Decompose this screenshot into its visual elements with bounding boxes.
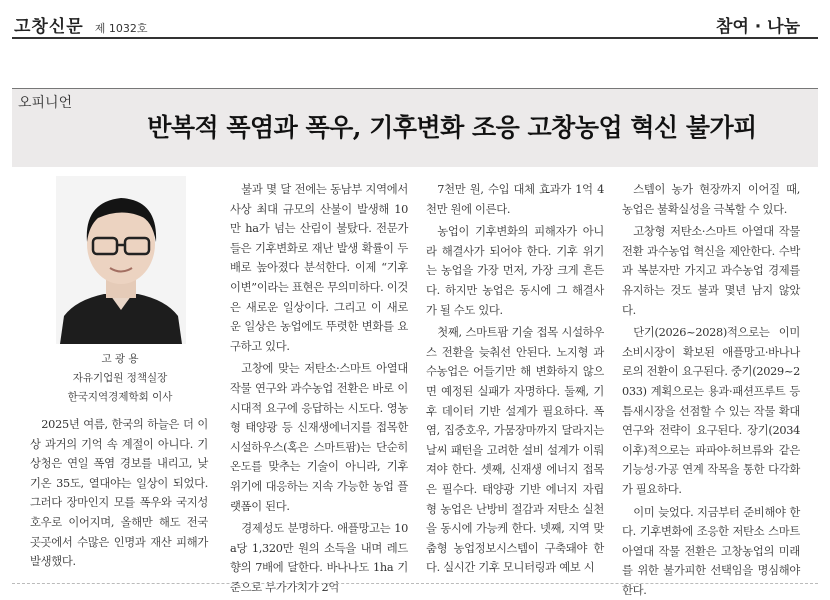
author-photo — [56, 176, 186, 344]
paragraph: 7천만 원, 수입 대체 효과가 1억 4천만 원에 이른다. — [426, 180, 604, 219]
newspaper-name: 고창신문 — [14, 17, 84, 37]
paragraph: 고창형 저탄소·스마트 아열대 작물 전환 과수농업 혁신을 제안한다. 수박과 복분자만 가지고 과수농업 경제를 유지하는 것도 불과 몇년 남지 않았다. — [622, 222, 800, 320]
paragraph: 2025년 여름, 한국의 하늘은 더 이상 과거의 기억 속 계절이 아니다. 기상청은 연일 폭염 경보를 내리고, 낮 기온 35도, 열대야는 일상이 되었다. 그러다 장마인지 모를 폭우와 국지성 호우로 이어지며, 올해만 해도 전국 곳곳에서 수많은 인명과 재산 피해가 발생했다. — [30, 415, 208, 572]
article-column-4 — [622, 180, 800, 572]
bottom-divider — [12, 583, 818, 584]
author-title-1: 자유기업원 정책실장 — [14, 369, 226, 388]
article-column-3 — [426, 180, 604, 572]
author-caption — [14, 350, 226, 407]
masthead — [14, 12, 148, 37]
headline: 반복적 폭염과 폭우, 기후변화 조응 고창농업 혁신 불가피 — [92, 108, 812, 144]
article-column-2 — [230, 180, 408, 572]
author-portrait-icon — [56, 176, 186, 344]
author-name: 고 광 용 — [14, 350, 226, 369]
top-divider — [12, 37, 818, 39]
paragraph: 고창에 맞는 저탄소·스마트 아열대작물 연구와 과수농업 전환은 바로 이 시대적 요구에 응답하는 시도다. 영농형 태양광 등 신재생에너지를 접목한 시설하우스(혹은 스마트팜)는 단순히 온도를 맞추는 기술이 아니라, 기후 위기에 대응하는 지속 가능한 농업 플랫폼이 된다. — [230, 359, 408, 516]
author-title-2: 한국지역경제학회 이사 — [14, 388, 226, 407]
issue-number: 제 1032호 — [95, 22, 148, 35]
paragraph: 단기(2026~2028)적으로는 이미 소비시장이 확보된 애플망고·바나나로의 전환이 요구된다. 중기(2029~2033) 계획으로는 용과·패션프루트 등 틈새시장을 선점할 수 있는 작물 확대 연구와 전략이 요구된다. 장기(2034 이후)적으로는 파파야·허브류와 같은 기능성·가공 연계 작목을 통한 다각화가 필요하다. — [622, 323, 800, 499]
paragraph: 이미 늦었다. 지금부터 준비해야 한다. 기후변화에 조응한 저탄소 스마트 아열대 작물 전환은 고창농업의 미래를 위한 불가피한 선택임을 명심해야 한다. — [622, 503, 800, 600]
paragraph: 첫째, 스마트팜 기술 접목 시설하우스 전환을 늦춰선 안된다. 노지형 과수농업은 어들기만 해 변화하지 않으면 예정된 실패가 자명하다. 둘째, 기후 데이터 기반 설계가 필요하다. 폭염, 집중호우, 가뭄장마까지 달라지는 날씨 패턴을 고려한 설비 설계가 이뤄져야 한다. 셋째, 신재생 에너지 접목은 필수다. 태양광 기반 에너지 자립형 농업은 난방비 절감과 저탄소 실천을 동시에 가능케 한다. 넷째, 지역 맞춤형 농업정보시스템이 구축돼야 한다. 실시간 기후 모니터링과 예보 시 — [426, 323, 604, 578]
paragraph: 불과 몇 달 전에는 동남부 지역에서 사상 최대 규모의 산불이 발생해 10만 ha가 넘는 산림이 불탔다. 전문가들은 기후변화로 재난 발생 확률이 두 배로 높아졌다 분석한다. 이제 “기후 이변”이라는 표현은 무의미하다. 이것은 새로운 일상이다. 그리고 이 새로운 일상은 농업에도 뚜렷한 변화를 요구하고 있다. — [230, 180, 408, 356]
paragraph: 농업이 기후변화의 피해자가 아니라 해결사가 되어야 한다. 기후 위기는 농업을 가장 먼저, 가장 크게 흔든다. 하지만 농업은 동시에 그 해결사가 될 수도 있다. — [426, 222, 604, 320]
article-column-1 — [30, 415, 208, 575]
paragraph: 스템이 농가 현장까지 이어질 때, 농업은 불확실성을 극복할 수 있다. — [622, 180, 800, 219]
paragraph: 경제성도 분명하다. 애플망고는 10a당 1,320만 원의 소득을 내며 레드향의 7배에 달한다. 바나나도 1ha 기준으로 부가가치가 2억 — [230, 519, 408, 597]
opinion-tag: 오피니언 — [18, 92, 72, 112]
section-label: 참여 · 나눔 — [716, 12, 800, 37]
